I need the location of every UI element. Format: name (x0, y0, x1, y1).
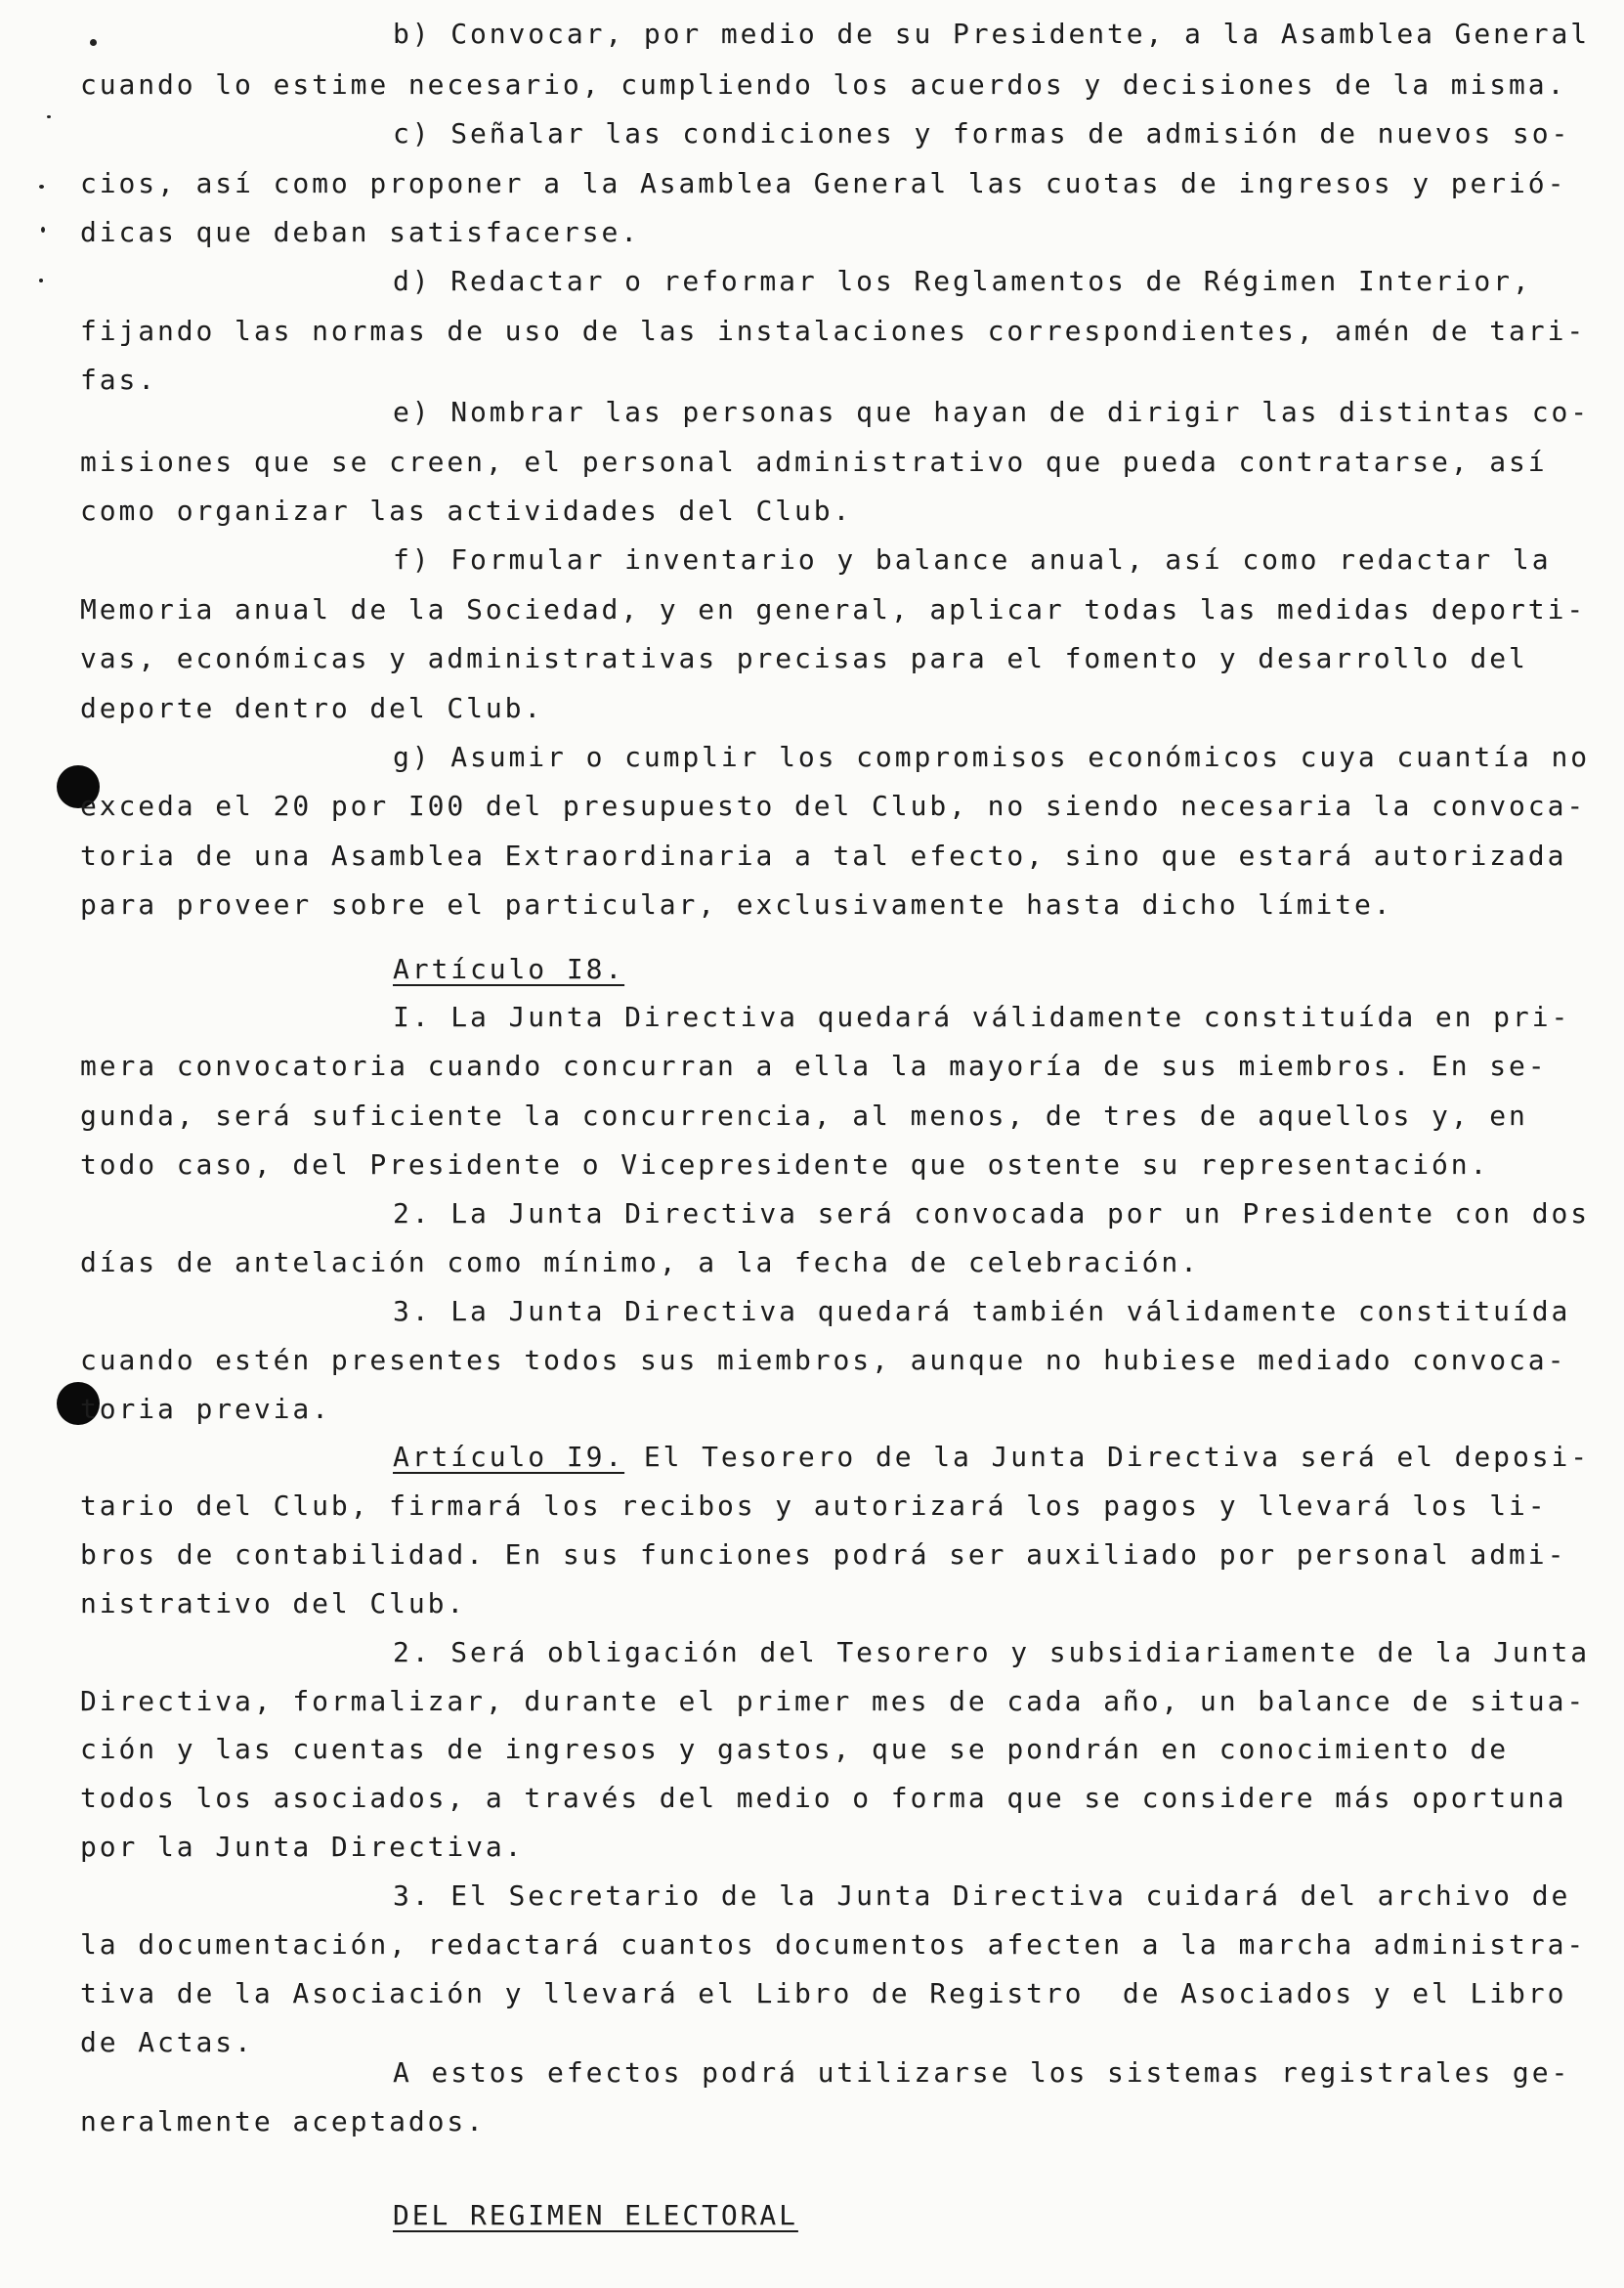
text-line: toria previa. (80, 1393, 331, 1425)
text-line: de Actas. (80, 2026, 254, 2058)
ink-speck (41, 227, 45, 233)
text-line: ción y las cuentas de ingresos y gastos, que se pondrán en conocimiento de (80, 1733, 1510, 1765)
article-heading: Artículo I9. (393, 1441, 625, 1473)
text-line: tiva de la Asociación y llevará el Libro de Registro de Asociados y el Libro (80, 1977, 1567, 2009)
text-line: exceda el 20 por I00 del presupuesto del Club, no siendo necesaria la convoca- (80, 790, 1587, 822)
text-line: A estos efectos podrá utilizarse los sistemas registrales ge- (393, 2056, 1571, 2089)
ink-speck (39, 185, 44, 189)
text-line: tario del Club, firmará los recibos y autorizará los pagos y llevará los li- (80, 1489, 1548, 1522)
text-line: mera convocatoria cuando concurran a ella la mayoría de sus miembros. En se- (80, 1050, 1548, 1082)
text-line: como organizar las actividades del Club. (80, 495, 853, 527)
section-heading: DEL REGIMEN ELECTORAL (393, 2199, 798, 2231)
text-line: cuando estén presentes todos sus miembros, aunque no hubiese mediado convoca- (80, 1344, 1567, 1376)
text-line: días de antelación como mínimo, a la fecha de celebración. (80, 1246, 1200, 1278)
ink-speck (39, 279, 43, 282)
text-line: vas, económicas y administrativas precisas para el fomento y desarrollo del (80, 642, 1528, 674)
text-line: 2. Será obligación del Tesorero y subsidiariamente de la Junta (393, 1636, 1590, 1668)
article-heading: Artículo I8. (393, 953, 625, 985)
text-line: I. La Junta Directiva quedará válidamente constituída en pri- (393, 1001, 1571, 1033)
text-line: Directiva, formalizar, durante el primer mes de cada año, un balance de situa- (80, 1685, 1587, 1717)
text-line: cios, así como proponer a la Asamblea General las cuotas de ingresos y perió- (80, 167, 1567, 199)
text-line: cuando lo estime necesario, cumpliendo los acuerdos y decisiones de la misma. (80, 68, 1567, 101)
text-line: bros de contabilidad. En sus funciones podrá ser auxiliado por personal admi- (80, 1538, 1567, 1571)
article-line (393, 1438, 1590, 1477)
text-line: 3. El Secretario de la Junta Directiva cuidará del archivo de (393, 1879, 1571, 1912)
ink-speck (90, 39, 97, 46)
text-line: fas. (80, 364, 158, 396)
text-line: gunda, será suficiente la concurrencia, al menos, de tres de aquellos y, en (80, 1100, 1528, 1132)
text-line: toria de una Asamblea Extraordinaria a tal efecto, sino que estará autorizada (80, 840, 1567, 872)
text-span: El Tesorero de la Junta Directiva será el deposi- (643, 1441, 1590, 1473)
text-line: f) Formular inventario y balance anual, así como redactar la (393, 543, 1552, 576)
text-line: 3. La Junta Directiva quedará también válidamente constituída (393, 1295, 1571, 1327)
text-line: c) Señalar las condiciones y formas de admisión de nuevos so- (393, 117, 1571, 150)
text-line: por la Junta Directiva. (80, 1831, 525, 1863)
text-line: 2. La Junta Directiva será convocada por un Presidente con dos (393, 1197, 1590, 1230)
text-line: todo caso, del Presidente o Vicepresidente que ostente su representación. (80, 1148, 1490, 1181)
text-line: dicas que deban satisfacerse. (80, 216, 640, 248)
text-line: Memoria anual de la Sociedad, y en general, aplicar todas las medidas deporti- (80, 593, 1587, 626)
text-line: d) Redactar o reformar los Reglamentos de Régimen Interior, (393, 265, 1532, 297)
text-line: b) Convocar, por medio de su Presidente, a la Asamblea General (393, 18, 1590, 50)
text-line: misiones que se creen, el personal administrativo que pueda contratarse, así (80, 446, 1548, 478)
text-line: para proveer sobre el particular, exclusivamente hasta dicho límite. (80, 888, 1393, 921)
text-line: e) Nombrar las personas que hayan de dirigir las distintas co- (393, 396, 1590, 428)
text-line: la documentación, redactará cuantos documentos afecten a la marcha administra- (80, 1928, 1587, 1961)
text-line: g) Asumir o cumplir los compromisos económicos cuya cuantía no (393, 741, 1590, 773)
text-line: neralmente aceptados. (80, 2105, 486, 2137)
ink-speck (47, 115, 51, 118)
text-line: fijando las normas de uso de las instalaciones correspondientes, amén de tari- (80, 315, 1587, 347)
text-line: todos los asociados, a través del medio o forma que se considere más oportuna (80, 1782, 1567, 1814)
text-line: deporte dentro del Club. (80, 692, 544, 724)
text-line: nistrativo del Club. (80, 1587, 467, 1619)
